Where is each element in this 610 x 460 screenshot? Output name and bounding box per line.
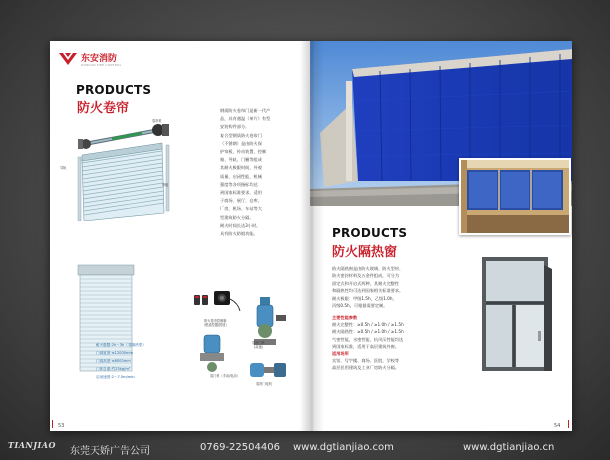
fire-window-product-image: [478, 255, 554, 375]
para-line: 宾馆、写字楼、商场、医院、学校等: [332, 358, 400, 364]
page-number-left: 53: [58, 423, 65, 429]
para-line: 防火隔热窗是由防火玻璃、防火型材、: [332, 266, 404, 271]
products-eyebrow-right: PRODUCTS: [332, 226, 408, 240]
para-line: 厂房、机场、车站等大: [220, 206, 262, 212]
brochure-spread: [50, 41, 572, 431]
footer-company: 东莞天娇广告公司: [70, 446, 150, 457]
page-title: 防火卷帘: [77, 101, 130, 116]
section-heading: 适用场所: [332, 351, 349, 357]
footer-url-cn[interactable]: www.dgtianjiao.cn: [463, 442, 555, 453]
page-tick: [52, 420, 53, 428]
page-title-right: 防火隔热窗: [332, 245, 398, 260]
para-line: 耐火完整性：≥0.5h / ≥1.0h / ≥1.5h: [332, 322, 404, 328]
spec-item: 门洞宽度:≤12000mm: [96, 351, 134, 355]
spec-item: 门洞高度:≤6000mm: [96, 359, 131, 363]
brand-subtitle: DONGAN FIRE CONTROL: [81, 63, 122, 67]
right-page: [310, 41, 572, 431]
para-line: 到国家标准要求，适用: [220, 190, 262, 196]
shutter-exploded-diagram: [72, 121, 192, 221]
spec-item: 耐火极限:2h～3h（非隔热型）: [96, 343, 146, 347]
para-line: 其耐火极限时间、外观: [220, 165, 262, 171]
shutter-motor-image: [242, 293, 298, 363]
control-box-and-remotes: [192, 289, 244, 317]
diagram-label-slat: 帘板: [162, 183, 169, 187]
para-line: 和隔热性均可达到国家相关标准要求。: [332, 288, 404, 294]
page-number-right: 54: [554, 423, 561, 429]
specs-list: [96, 341, 146, 381]
footer-phone: 0769-22504406: [200, 442, 280, 453]
spec-item: 启闭速度:2～7.5m/min: [96, 375, 135, 379]
shutter-motor-small-image: [190, 331, 240, 375]
motor-caption-3: 卷帘门电机: [256, 382, 272, 386]
para-line: 强度等各项指标均达: [220, 181, 258, 187]
right-intro-paragraph: [332, 265, 403, 309]
para-line: 气密性能、水密性能、抗风压性能均达: [332, 336, 404, 342]
para-line: 型建筑防火分隔。: [220, 214, 254, 220]
spread-gutter-shadow: [300, 41, 324, 431]
performance-section: [332, 314, 404, 372]
motor-caption-2: 卷帘门机 (双速): [252, 341, 265, 349]
para-line: 护帘板、传动装置、控制: [220, 149, 267, 155]
footer-logo: TIANJIAO: [8, 440, 56, 450]
para-line: 高层民用建筑及工业厂房防火分隔。: [332, 365, 400, 371]
para-line: 于商场、展厅、仓库、: [220, 198, 262, 204]
left-intro-paragraph: [220, 107, 270, 238]
footer-url-com[interactable]: www.dgtianjiao.com: [293, 442, 394, 453]
para-line: 安装构件部分。: [220, 124, 250, 130]
control-box-caption: 防火卷帘控制箱 （配遥控器/按钮）: [202, 319, 229, 327]
footer-bar: [0, 436, 610, 460]
para-line: 耐火极限：甲级1.5h，乙级1.0h，: [332, 295, 397, 301]
shutter-motor-double-image: [246, 359, 290, 381]
para-line: 到国家标准，适用于高层建筑外窗。: [332, 343, 400, 349]
interior-window-illustration: [461, 160, 569, 233]
para-line: 复合型钢质防火卷帘门: [220, 132, 262, 138]
para-line: 防火密封材料及五金件组成，可分为: [332, 273, 400, 279]
diagram-label-rail: 导轨: [60, 166, 67, 170]
diagram-label-motor: 卷帘机: [152, 119, 162, 123]
products-eyebrow: PRODUCTS: [76, 83, 152, 97]
para-line: 耐火时间长达3小时。: [220, 222, 261, 228]
page-tick: [568, 420, 569, 428]
section-heading: 主要性能参数: [332, 315, 358, 320]
para-line: 钢质防火卷帘门是新一代产: [220, 108, 271, 113]
motor-caption-1: 卷门机（手动/电动）: [210, 374, 240, 378]
para-line: （不锈钢）是由防火保: [220, 140, 262, 146]
para-line: 具有防火防烟功能。: [220, 231, 258, 237]
brand-logo-icon: [58, 51, 78, 67]
spec-item: 门体自重:约25kg/m²: [96, 367, 131, 371]
para-line: 耐火隔热性：≥0.5h / ≥1.0h / ≥1.5h: [332, 329, 404, 335]
brand-name: 东安消防: [81, 54, 118, 64]
para-line: 质量、启闭性能、机械: [220, 173, 262, 179]
para-line: 丙级0.5h，可根据需要定制。: [332, 303, 388, 309]
para-line: 箱、导轨、门楣等组成: [220, 157, 262, 163]
para-line: 固定式和开启式两种，其耐火完整性: [332, 280, 400, 286]
interior-window-photo: [459, 158, 571, 235]
left-page: [50, 41, 310, 431]
para-line: 品，具有遇温（单片）有型: [220, 116, 271, 122]
